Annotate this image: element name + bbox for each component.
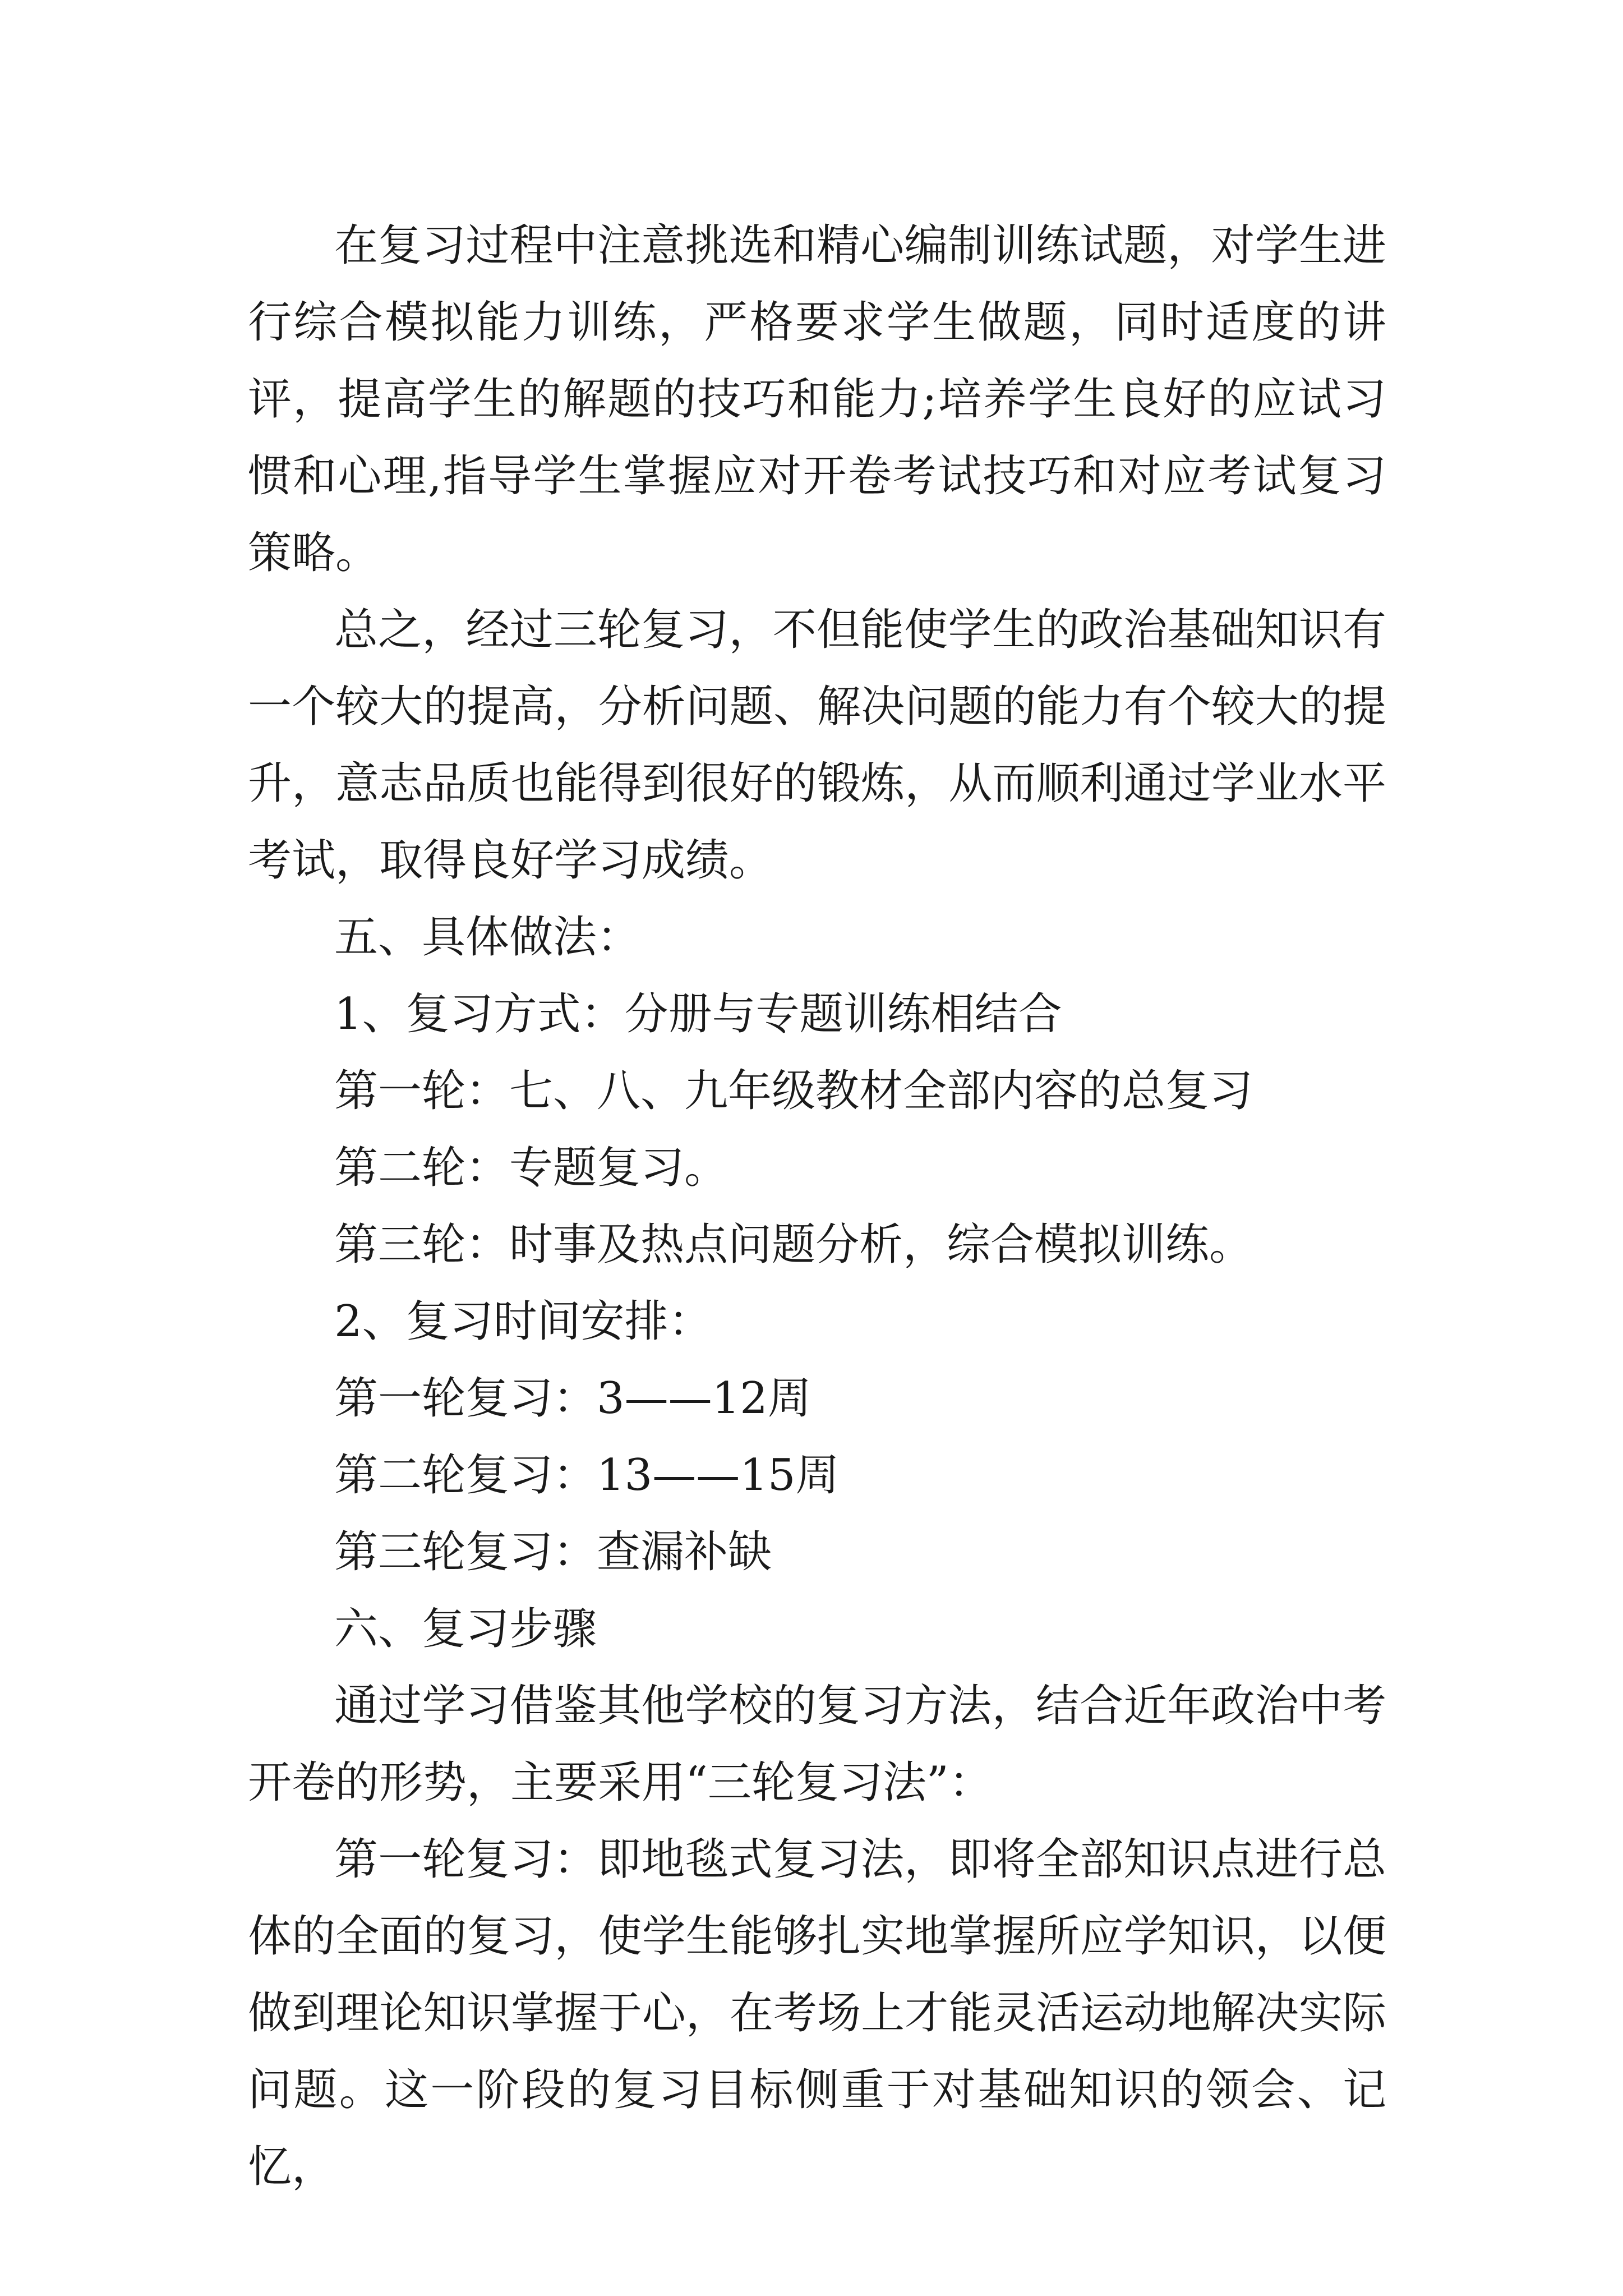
section-heading-methods: 五、具体做法： xyxy=(334,912,641,963)
paragraph-review-training: 在复习过程中注意挑选和精心编制训练试题，对学生进行综合模拟能力训练，严格要求学生做题，同时适度的讲评，提高学生的解题的技巧和能力;培养学生良好的应试习惯和心理,指导学生掌握应对开卷考试技巧和对应考试复习策略。 xyxy=(248,220,1386,578)
schedule-round-one: 第一轮复习：3——12周 xyxy=(334,1373,811,1424)
list-item-round-two: 第二轮：专题复习。 xyxy=(334,1143,728,1193)
paragraph-three-round-method: 通过学习借鉴其他学校的复习方法，结合近年政治中考开卷的形势，主要采用“三轮复习法”： xyxy=(248,1681,1386,1808)
document-body xyxy=(248,208,1386,2206)
paragraph-summary: 总之，经过三轮复习，不但能使学生的政治基础知识有一个较大的提高，分析问题、解决问题的能力有个较大的提升，意志品质也能得到很好的锻炼，从而顺利通过学业水平考试，取得良好学习成绩。 xyxy=(248,605,1386,886)
paragraph-first-round-detail: 第一轮复习：即地毯式复习法，即将全部知识点进行总体的全面的复习，使学生能够扎实地掌握所应学知识，以便做到理论知识掌握于心，在考场上才能灵活运动地解决实际问题。这一阶段的复习目标侧重于对基础知识的领会、记忆， xyxy=(248,1834,1386,2192)
list-item-schedule: 2、复习时间安排： xyxy=(334,1296,712,1347)
list-item-review-mode: 1、复习方式：分册与专题训练相结合 xyxy=(334,989,1062,1039)
list-item-round-one: 第一轮：七、八、九年级教材全部内容的总复习 xyxy=(334,1066,1253,1116)
section-heading-steps: 六、复习步骤 xyxy=(334,1604,597,1654)
list-item-round-three: 第三轮：时事及热点问题分析，综合模拟训练。 xyxy=(334,1220,1253,1270)
schedule-round-three: 第三轮复习：查漏补缺 xyxy=(334,1527,772,1577)
schedule-round-two: 第二轮复习：13——15周 xyxy=(334,1450,840,1501)
